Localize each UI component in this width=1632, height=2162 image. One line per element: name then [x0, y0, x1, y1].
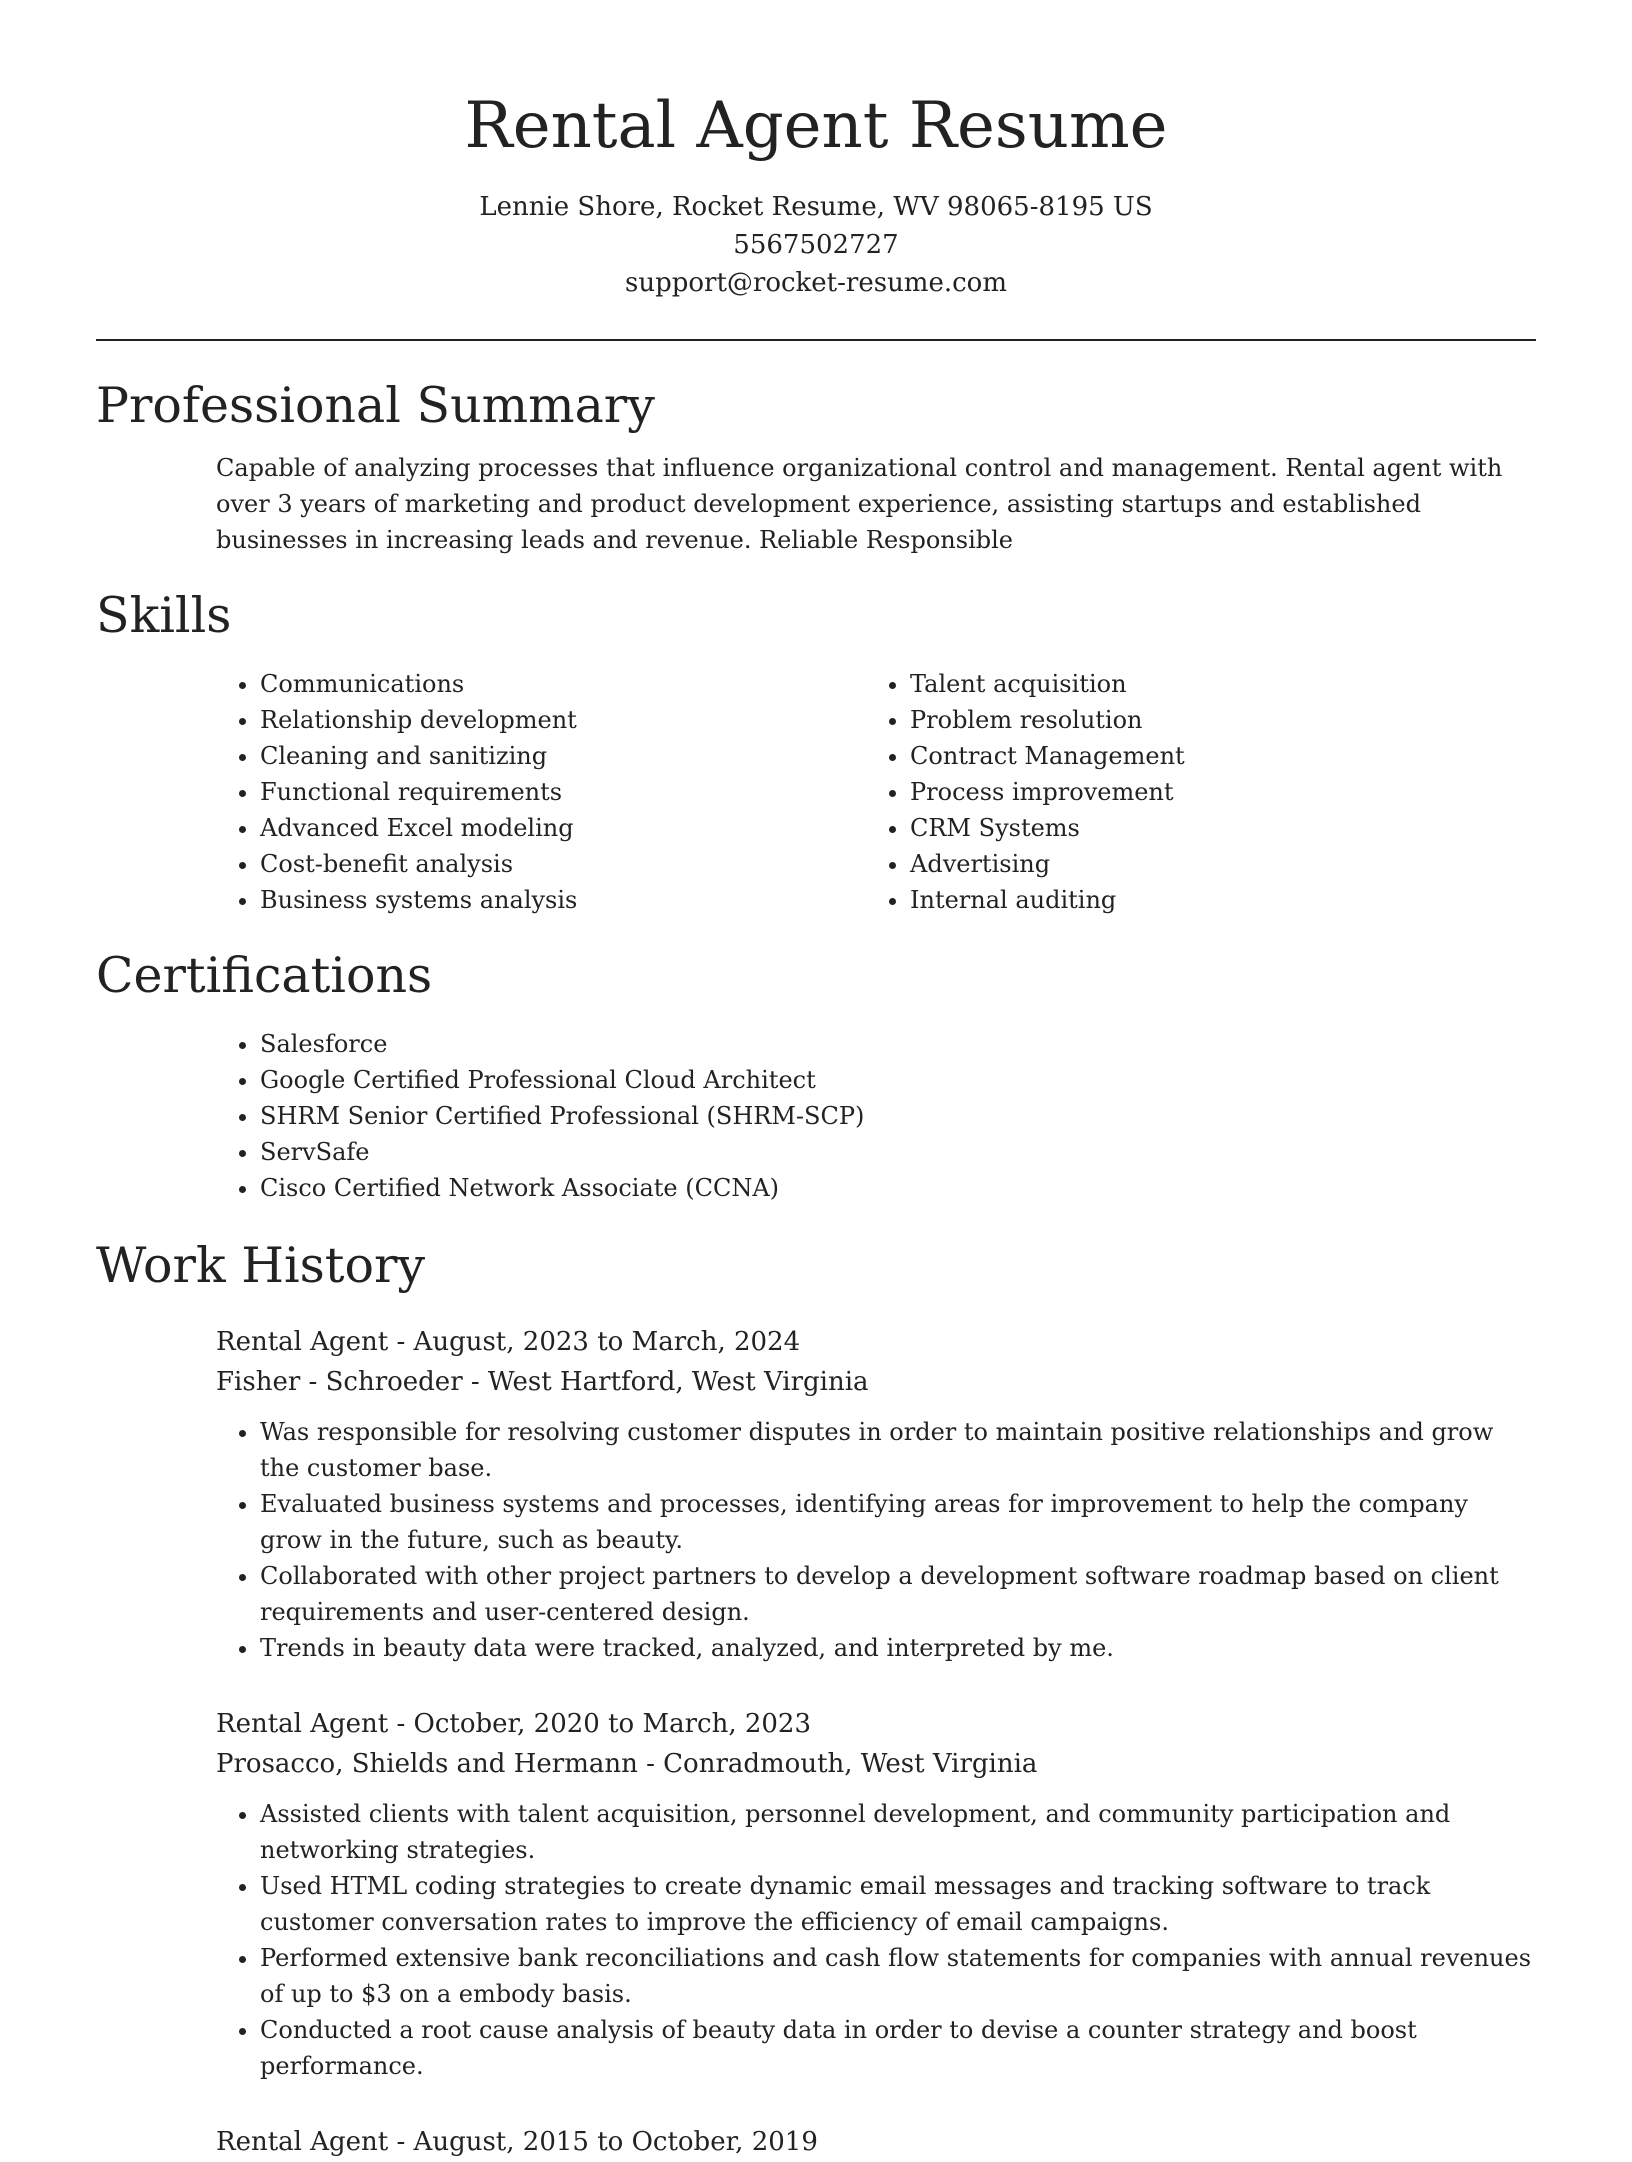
job-entry — [216, 1322, 1536, 1666]
certification-item: • ServSafe — [260, 1134, 1536, 1170]
certification-item: • Cisco Certified Network Associate (CCNA) — [260, 1170, 1536, 1206]
certifications-list — [216, 1026, 1536, 1206]
contact-address: Lennie Shore, Rocket Resume, WV 98065-8195 US — [479, 192, 1153, 222]
work-history-heading: Work History — [96, 1237, 426, 1294]
certifications-bullets — [216, 1026, 1536, 1206]
skills-column-right — [866, 666, 1516, 918]
job-company-line: Prosacco, Shields and Hermann - Conradmouth, West Virginia — [216, 1749, 1038, 1779]
job-title-line: Rental Agent - August, 2023 to March, 2024 — [216, 1327, 801, 1357]
resume-title: Rental Agent Resume — [464, 89, 1168, 163]
certification-item: • Salesforce — [260, 1026, 1536, 1062]
job-bullet: • Used HTML coding strategies to create dynamic email messages and tracking software to track customer conversation rates to improve the efficiency of email campaigns. — [260, 1868, 1536, 1940]
job-bullet: • Performed extensive bank reconciliations and cash flow statements for companies with annual revenues of up to $3 on a embody basis. — [260, 1940, 1536, 2012]
skill-item: • Contract Management — [910, 738, 1516, 774]
certifications-heading: Certifications — [96, 947, 433, 1004]
job-title-line: Rental Agent - August, 2015 to October, 2019 — [216, 2127, 818, 2157]
job-bullet: • Collaborated with other project partners to develop a development software roadmap based on client requirements and user-centered design. — [260, 1558, 1536, 1630]
job-bullet: • Assisted clients with talent acquisition, personnel development, and community participation and networking strategies. — [260, 1796, 1536, 1868]
job-entry — [216, 1704, 1536, 2084]
job-bullet: • Conducted a root cause analysis of beauty data in order to devise a counter strategy and boost performance. — [260, 2012, 1536, 2084]
contact-email: support@rocket-resume.com — [624, 268, 1007, 298]
job-bullet: • Evaluated business systems and processes, identifying areas for improvement to help the company grow in the future, such as beauty. — [260, 1486, 1536, 1558]
job-bullets — [216, 1796, 1536, 2084]
skills-list-right — [866, 666, 1516, 918]
skills-heading: Skills — [96, 587, 232, 644]
summary-text: Capable of analyzing processes that influence organizational control and management. Rental agent with over 3 years of marketing and product development experience, assisting startups and established businesses in increasing leads and revenue. Reliable Responsible — [216, 454, 1503, 554]
skills-grid — [216, 666, 1536, 918]
job-bullet: • Was responsible for resolving customer disputes in order to maintain positive relationships and grow the customer base. — [260, 1414, 1536, 1486]
job-entry — [216, 2122, 1536, 2162]
job-title-line: Rental Agent - October, 2020 to March, 2023 — [216, 1709, 812, 1739]
job-bullets — [216, 1414, 1536, 1666]
contact-phone: 5567502727 — [733, 230, 899, 260]
skill-item: • Advertising — [910, 846, 1516, 882]
skill-item: • CRM Systems — [910, 810, 1516, 846]
skill-item: • Problem resolution — [910, 702, 1516, 738]
skills-list-left — [216, 666, 866, 918]
skill-item: • Functional requirements — [260, 774, 866, 810]
job-company-line: Fisher - Schroeder - West Hartford, West Virginia — [216, 1367, 869, 1397]
skill-item: • Talent acquisition — [910, 666, 1516, 702]
skill-item: • Internal auditing — [910, 882, 1516, 918]
header-divider — [96, 339, 1536, 341]
skill-item: • Business systems analysis — [260, 882, 866, 918]
certification-item: • Google Certified Professional Cloud Architect — [260, 1062, 1536, 1098]
skill-item: • Cleaning and sanitizing — [260, 738, 866, 774]
certification-item: • SHRM Senior Certified Professional (SHRM-SCP) — [260, 1098, 1536, 1134]
skill-item: • Cost-benefit analysis — [260, 846, 866, 882]
summary-heading: Professional Summary — [96, 377, 655, 434]
resume-header — [96, 0, 1536, 302]
skill-item: • Advanced Excel modeling — [260, 810, 866, 846]
job-bullet: • Trends in beauty data were tracked, analyzed, and interpreted by me. — [260, 1630, 1536, 1666]
skill-item: • Communications — [260, 666, 866, 702]
skill-item: • Relationship development — [260, 702, 866, 738]
skills-column-left — [216, 666, 866, 918]
skill-item: • Process improvement — [910, 774, 1516, 810]
